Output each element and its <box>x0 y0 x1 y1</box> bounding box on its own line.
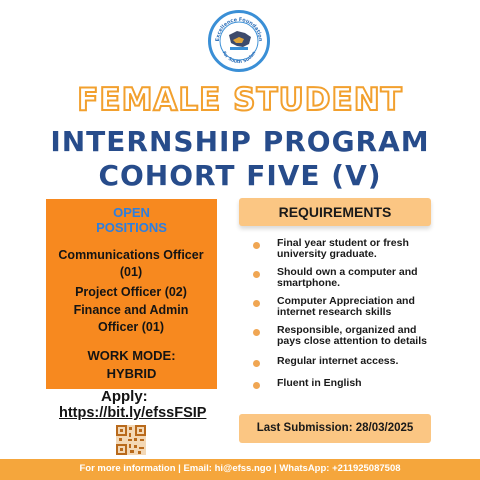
bullet-icon <box>253 329 260 336</box>
position-item: Finance and Admin <box>73 303 189 317</box>
open-positions-heading-line1: OPEN <box>113 205 150 220</box>
requirement-text <box>277 238 447 260</box>
requirement-text <box>277 356 447 367</box>
work-mode-value: HYBRID <box>106 366 157 381</box>
position-item: Project Officer (02) <box>75 285 187 299</box>
open-positions-heading-line2: POSITIONS <box>96 220 167 235</box>
qr-code-icon[interactable] <box>116 425 146 455</box>
bullet-icon <box>253 271 260 278</box>
requirement-line: pays close attention to details <box>277 335 427 347</box>
submission-deadline-box <box>239 414 431 443</box>
bullet-icon <box>253 360 260 367</box>
logo-ring-text-bottom: for South Sudan <box>220 50 258 66</box>
title-line-3: COHORT FIVE (V) <box>98 159 382 192</box>
requirements-header <box>239 198 431 226</box>
requirement-line: smartphone. <box>277 277 341 289</box>
apply-link[interactable]: https://bit.ly/efssFSIP <box>59 405 207 421</box>
requirement-text <box>277 378 447 389</box>
requirement-text <box>277 296 447 318</box>
requirement-text <box>277 267 447 289</box>
requirement-line: university graduate. <box>277 248 377 260</box>
bullet-icon <box>253 382 260 389</box>
requirement-text <box>277 325 447 347</box>
bullet-icon <box>253 242 260 249</box>
requirement-line: Should own a computer and <box>277 266 418 278</box>
requirement-line: Regular internet access. <box>277 355 399 367</box>
requirements-title: REQUIREMENTS <box>278 204 392 220</box>
position-item: (01) <box>119 265 143 279</box>
title-line-2: INTERNSHIP PROGRAM <box>50 125 430 158</box>
requirement-line: Final year student or fresh <box>277 237 409 249</box>
title-line-1: FEMALE STUDENT <box>77 82 403 118</box>
submission-deadline: Last Submission: 28/03/2025 <box>256 422 414 434</box>
work-mode-label: WORK MODE: <box>87 348 176 363</box>
requirement-line: Fluent in English <box>277 377 362 389</box>
position-item: Communications Officer <box>58 248 204 262</box>
bullet-icon <box>253 300 260 307</box>
contact-info: For more information | Email: hi@efss.ngo | WhatsApp: +211925087508 <box>79 463 401 474</box>
qr-code-graphic <box>116 425 146 455</box>
open-positions-panel <box>46 199 217 389</box>
requirement-line: internet research skills <box>277 306 392 318</box>
requirement-line: Responsible, organized and <box>277 324 417 336</box>
apply-label: Apply: <box>101 388 148 405</box>
logo-ring-text: Excellence Foundation <box>214 16 264 42</box>
requirement-line: Computer Appreciation and <box>277 295 415 307</box>
foundation-logo <box>208 10 270 72</box>
footer-bar <box>0 459 480 480</box>
open-positions-heading <box>46 205 217 235</box>
logo-icon <box>211 13 267 69</box>
position-item: Officer (01) <box>98 320 164 334</box>
